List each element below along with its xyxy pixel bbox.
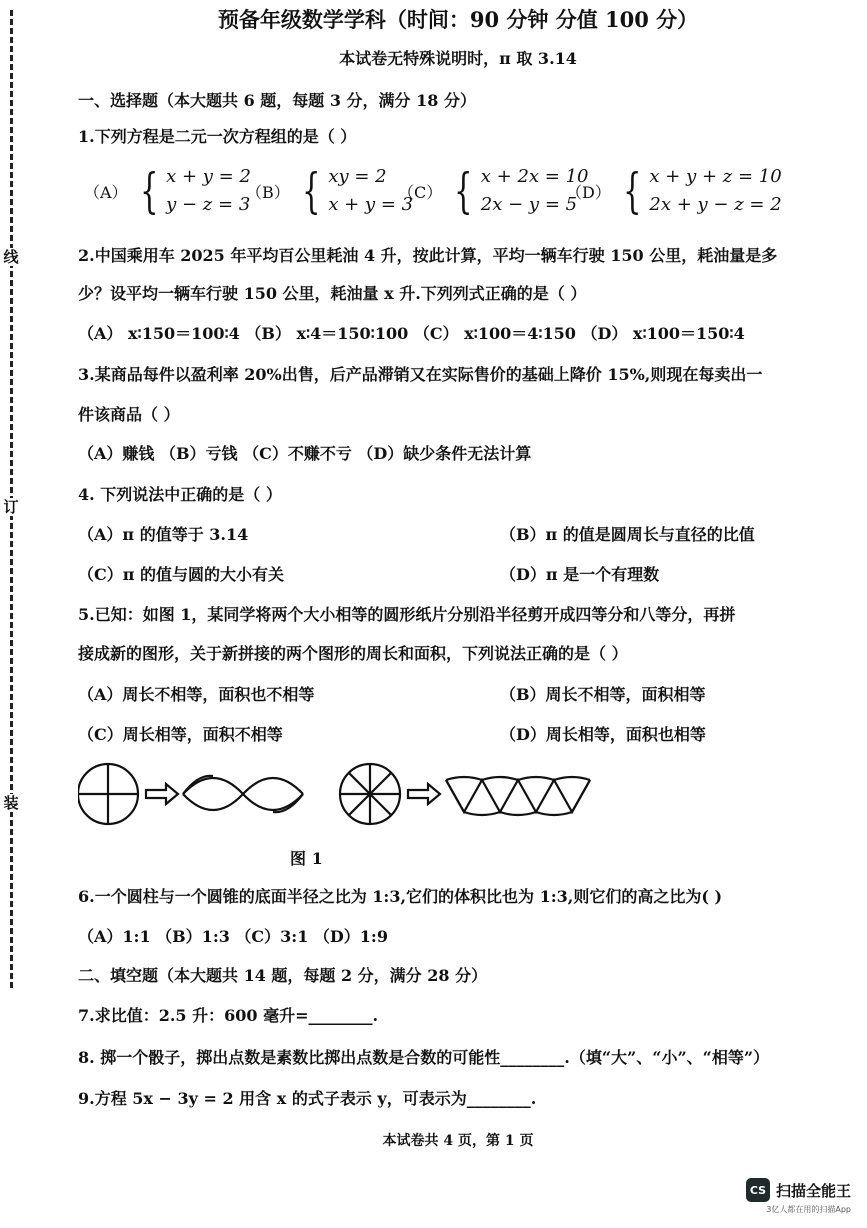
eighths-rearranged-figure [446,777,590,815]
scanner-logo-icon: CS [746,1178,770,1202]
q1-option-c [398,163,589,219]
q1-option-a [84,163,251,219]
equation: 2x + y − z = 2 [649,194,782,215]
circle-quarters-figure [78,764,138,824]
q5-option-a: （A）周长不相等，面积也不相等 [78,685,315,704]
question-3-line-2: 件该商品（ ） [78,405,180,424]
q4-option-d: （D）π 是一个有理数 [500,565,660,584]
equation: x + 2x = 10 [480,166,589,187]
question-8: 8. 掷一个骰子，掷出点数是素数比掷出点数是合数的可能性________.（填“大”、“小”、“相等”） [78,1048,770,1067]
option-label: （A） [84,182,128,202]
question-6-options: （A）1:1 （B）1:3 （C）3:1 （D）1:9 [78,927,388,946]
equation: xy = 2 [328,166,387,187]
arrow-right-icon [408,784,440,804]
equation: 2x − y = 5 [480,194,578,215]
question-3-line-1: 3.某商品每件以盈利率 20%出售，后产品滞销又在实际售价的基础上降价 15%,则现在每卖出一 [78,365,763,384]
question-4-stem: 4. 下列说法中正确的是（ ） [78,485,282,504]
scanner-app-name: 扫描全能王 [775,1181,851,1200]
q4-option-a: （A）π 的值等于 3.14 [78,525,249,544]
option-label: （B） [246,182,290,202]
q5-option-b: （B）周长不相等，面积相等 [500,685,706,704]
margin-mark-bind: 装 [0,794,22,812]
circle-eighths-figure [340,764,400,824]
question-1-stem: 1.下列方程是二元一次方程组的是（ ） [78,127,357,146]
equation: x + y = 3 [328,194,414,215]
brace-icon: { [454,163,473,219]
section-heading-fill: 二、填空题（本大题共 14 题，每题 2 分，满分 28 分） [78,966,488,985]
q4-option-c: （C）π 的值与圆的大小有关 [78,565,285,584]
scanner-watermark [746,1178,851,1214]
page-footer: 本试卷共 4 页，第 1 页 [382,1133,534,1149]
question-2-line-2: 少？设平均一辆车行驶 150 公里，耗油量 x 升.下列列式正确的是（ ） [78,284,587,303]
question-5-line-1: 5.已知：如图 1，某同学将两个大小相等的圆形纸片分别沿半径剪开成四等分和八等分，再拼 [78,605,736,624]
arrow-right-icon [146,784,178,804]
question-9: 9.方程 5x − 3y = 2 用含 x 的式子表示 y，可表示为________. [78,1089,537,1108]
question-3-options: （A）赚钱 （B）亏钱 （C）不赚不亏 （D）缺少条件无法计算 [78,444,532,463]
equation: x + y = 2 [166,166,251,187]
equation: y − z = 3 [166,194,251,215]
equation: x + y + z = 10 [649,166,782,187]
brace-icon: { [622,163,642,219]
option-label: （C） [398,182,443,202]
brace-icon: { [301,163,321,219]
figure-1 [78,760,658,832]
q1-option-b [246,163,413,219]
brace-icon: { [139,163,158,219]
q5-option-c: （C）周长相等，面积不相等 [78,725,283,744]
margin-mark-order: 订 [0,498,22,516]
question-2-options: （A） x∶150＝100∶4 （B） x∶4＝150∶100 （C） x∶100＝4∶150 （D） x∶100＝150∶4 [78,324,745,343]
scanner-tagline: 3亿人都在用的扫描App [766,1205,851,1214]
option-label: （D） [566,182,611,202]
question-2-line-1: 2.中国乘用车 2025 年平均百公里耗油 4 升，按此计算，平均一辆车行驶 150 公里，耗油量是多 [78,246,778,265]
question-7: 7.求比值：2.5 升：600 毫升=________. [78,1006,379,1025]
question-6-stem: 6.一个圆柱与一个圆锥的底面半径之比为 1:3,它们的体积比也为 1:3,则它们的高之比为( ) [78,887,723,906]
q1-option-d [566,163,782,219]
section-heading-choice: 一、选择题（本大题共 6 题，每题 3 分，满分 18 分） [78,91,476,110]
q4-option-b: （B）π 的值是圆周长与直径的比值 [500,525,755,544]
page-title: 预备年级数学学科（时间：90 分钟 分值 100 分） [217,7,699,32]
figure-1-caption: 图 1 [290,849,323,868]
page-subtitle: 本试卷无特殊说明时，π 取 3.14 [339,49,577,68]
quarters-rearranged-figure [183,776,303,812]
q5-option-d: （D）周长相等，面积也相等 [500,725,706,744]
question-5-line-2: 接成新的图形，关于新拼接的两个图形的周长和面积，下列说法正确的是（ ） [78,644,628,663]
margin-mark-line: 线 [0,248,22,266]
